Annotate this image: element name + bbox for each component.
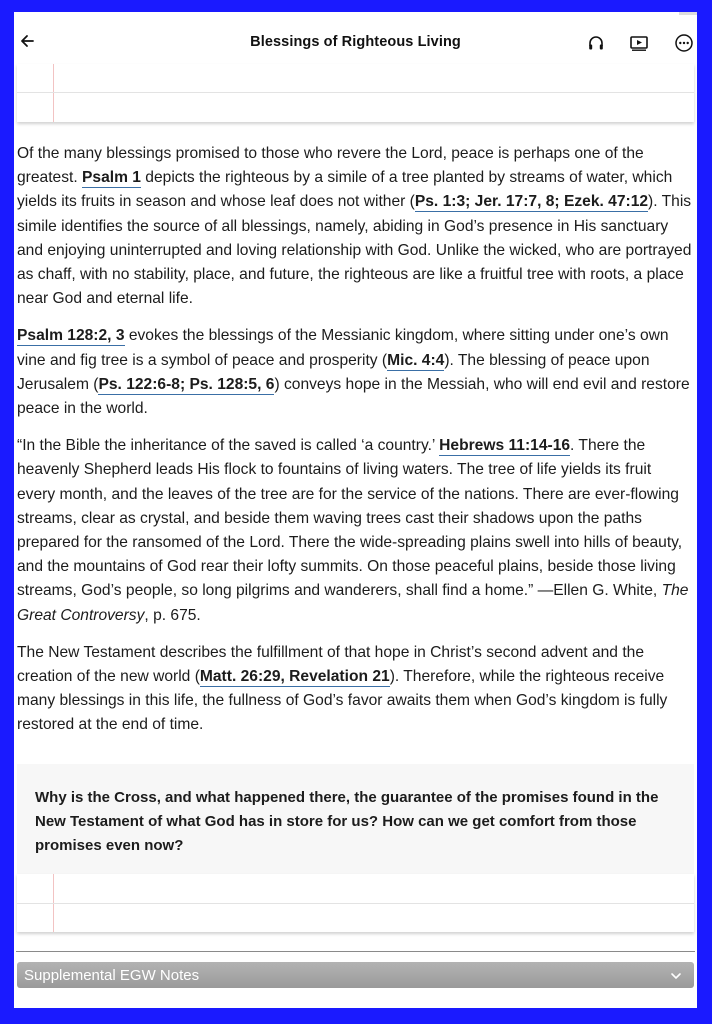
scripture-link[interactable]: Hebrews 11:14-16 xyxy=(439,437,571,455)
video-play-icon[interactable] xyxy=(628,32,650,54)
scripture-link[interactable]: Ps. 122:6-8; Ps. 128:5, 6 xyxy=(98,375,275,393)
book-title: The Great Controversy xyxy=(17,582,689,624)
scripture-link[interactable]: Ps. 1:3; Jer. 17:7, 8; Ezek. 47:12 xyxy=(414,193,649,211)
scripture-link[interactable]: Mic. 4:4 xyxy=(387,351,445,369)
paragraph-4 xyxy=(17,641,693,738)
app-header xyxy=(14,12,697,72)
text-run: Of the many blessings promised to those who revere the Lord, peace is perhaps one of the greatest. xyxy=(17,145,644,187)
paragraph-3 xyxy=(17,434,693,628)
reading-page xyxy=(14,12,697,1008)
paragraph-1 xyxy=(17,142,693,311)
notes-area-top[interactable] xyxy=(17,64,694,122)
text-run: . There the heavenly Shepherd leads His flock to fountains of living waters. The tree of life yields its fruit every month, and the leaves of the tree are for the service of the nations. There are ever-flowing streams, clear as crystal, and beside them waving trees cast their shadows upon the paths prepared for the ransomed of the Lord. There the wide-spreading plains swell into hills of beauty, and the mountains of God rear their lofty summits. On those peaceful plains, beside those living streams, God’s people, so long pilgrims and wanderers, shall find a home.” —Ellen G. White, xyxy=(17,437,683,600)
notes-area-bottom[interactable] xyxy=(17,874,694,932)
scripture-link[interactable]: Psalm 1 xyxy=(82,169,141,187)
text-run: evokes the blessings of the Messianic kingdom, where sitting under one’s own vine and fig tree is a symbol of peace and prosperity ( xyxy=(17,327,669,369)
section-divider xyxy=(16,951,695,952)
paragraph-2 xyxy=(17,324,693,421)
supplemental-label: Supplemental EGW Notes xyxy=(24,966,200,984)
page-title: Blessings of Righteous Living xyxy=(250,34,461,50)
lesson-content xyxy=(17,142,693,751)
text-run: , p. 675. xyxy=(144,606,201,624)
scripture-link[interactable]: Psalm 128:2, 3 xyxy=(17,327,125,345)
text-run: ). The blessing of peace upon Jerusalem ( xyxy=(17,351,650,393)
arrow-left-icon[interactable] xyxy=(16,30,38,52)
headphones-icon[interactable] xyxy=(585,32,607,54)
text-run: ) conveys hope in the Messiah, who will end evil and restore peace in the world. xyxy=(17,375,690,418)
text-run: depicts the righteous by a simile of a tree planted by streams of water, which yields its fruits in season and whose leaf does not wither ( xyxy=(17,169,673,211)
chevron-down-icon xyxy=(670,968,682,986)
text-run: The New Testament describes the fulfillment of that hope in Christ’s second advent and the creation of the new world ( xyxy=(17,643,644,686)
more-options-icon[interactable] xyxy=(673,32,695,54)
text-run: ). Therefore, while the righteous receive many blessings in this life, the fullness of God’s favor awaits them when God’s kingdom is fully restored at the end of time. xyxy=(17,668,668,734)
text-run: “In the Bible the inheritance of the saved is called ‘a country.’ xyxy=(17,437,440,455)
text-run: ). This simile identifies the source of all blessings, namely, abiding in God’s presence in His sanctuary and enjoying uninterrupted and loving relationship with God. Unlike the wicked, who are portrayed as chaff, with no stability, place, and future, the righteous are like a fruitful tree with roots, a place near God and eternal life. xyxy=(17,193,692,308)
question-text: Why is the Cross, and what happened there, the guarantee of the promises found in the New Testament of what God has in store for us? How can we get comfort from those promises even now? xyxy=(35,789,659,854)
scripture-link[interactable]: Matt. 26:29, Revelation 21 xyxy=(199,668,390,686)
supplemental-egw-notes-toggle[interactable] xyxy=(17,962,694,988)
discussion-question xyxy=(17,764,694,876)
